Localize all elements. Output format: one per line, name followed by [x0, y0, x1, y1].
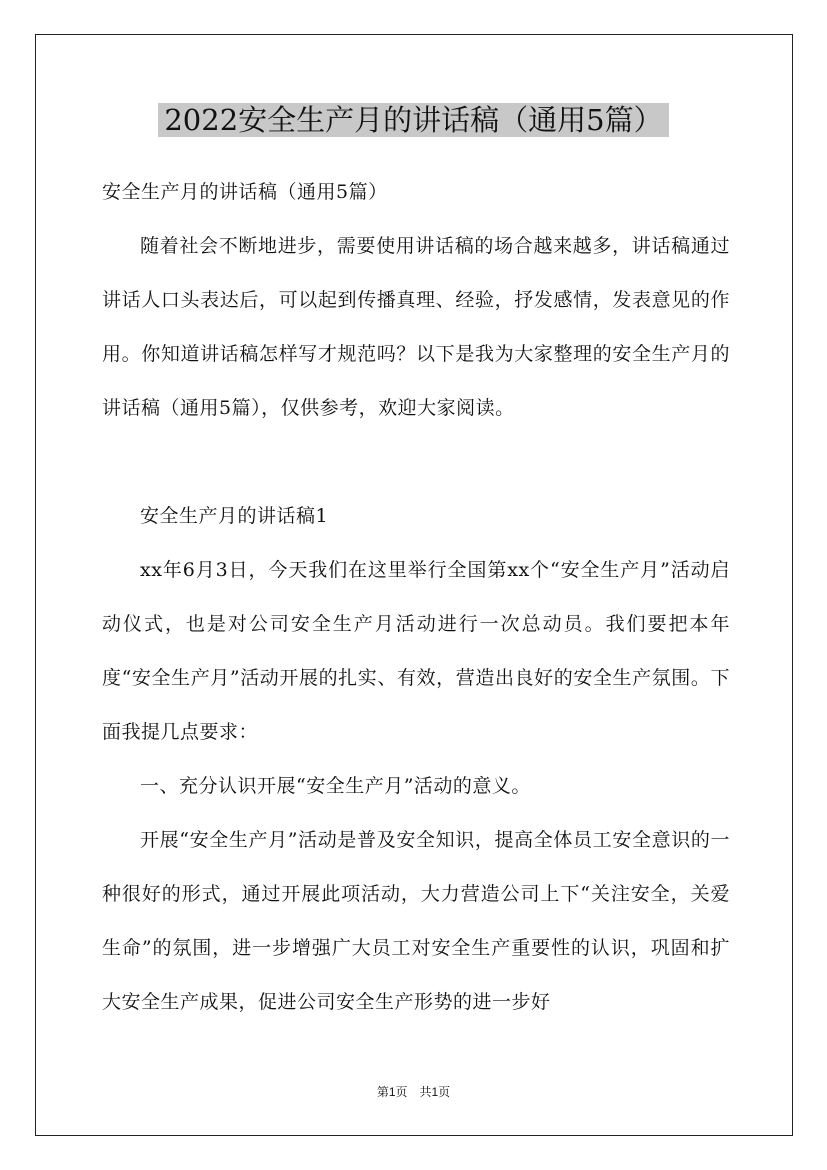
document-title-text: 2022安全生产月的讲话稿（通用5篇） [158, 103, 668, 137]
document-title [0, 98, 827, 142]
body-paragraph-2: 开展“安全生产月”活动是普及安全知识，提高全体员工安全意识的一种很好的形式，通过开展此项活动，大力营造公司上下“关注安全，关爱生命”的氛围，进一步增强广大员工对安全生产重要性的认识，巩固和扩大安全生产成果，促进公司安全生产形势的进一步好 [102, 829, 730, 1013]
page-footer [0, 1083, 827, 1101]
page-number-total: 共1页 [419, 1085, 451, 1099]
section-heading: 安全生产月的讲话稿1 [140, 505, 329, 527]
point-heading-1: 一、充分认识开展“安全生产月”活动的意义。 [140, 775, 531, 797]
document-subtitle: 安全生产月的讲话稿（通用5篇） [102, 181, 388, 203]
intro-paragraph: 随着社会不断地进步，需要使用讲话稿的场合越来越多，讲话稿通过讲话人口头表达后，可以起到传播真理、经验，抒发感情，发表意见的作用。你知道讲话稿怎样写才规范吗？以下是我为大家整理的安全生产月的讲话稿（通用5篇），仅供参考，欢迎大家阅读。 [102, 235, 730, 419]
body-paragraph-1: xx年6月3日，今天我们在这里举行全国第xx个“安全生产月”活动启动仪式，也是对公司安全生产月活动进行一次总动员。我们要把本年度“安全生产月”活动开展的扎实、有效，营造出良好的安全生产氛围。下面我提几点要求： [102, 559, 730, 743]
page-number-current: 第1页 [376, 1085, 408, 1099]
